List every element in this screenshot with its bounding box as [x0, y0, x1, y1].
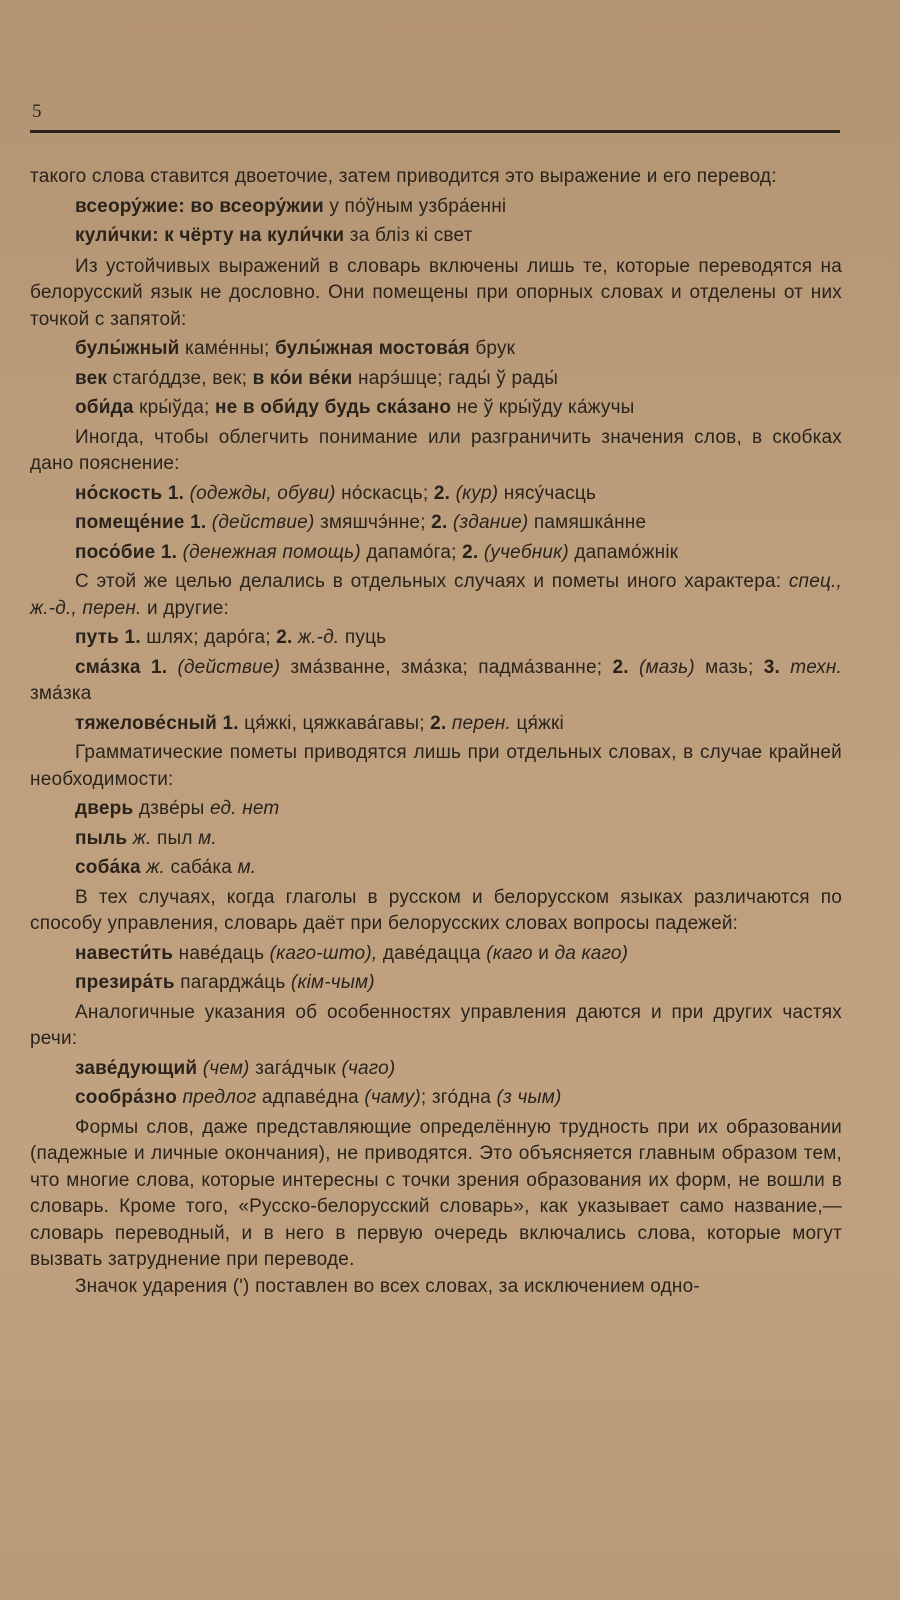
paragraph-grammar: Грамматические пометы приводятся лишь при отдельных словах, в случае крайней необходимости:	[30, 742, 842, 790]
sense-number: 2.	[430, 712, 447, 734]
entry-translation: зма́зка	[30, 683, 92, 704]
paragraph-stress: Значок ударения (ʹ) поставлен во всех словах, за исключением одно-	[75, 1275, 700, 1297]
entry-translation: нарэ́шце; гады́ ў рады́	[358, 367, 559, 389]
entry-term: но́скость	[75, 482, 163, 504]
example-entry	[30, 655, 842, 708]
example-entry	[75, 1056, 842, 1083]
entry-phrase: к чёрту на кули́чки	[164, 225, 345, 246]
sense-number: 2.	[462, 541, 479, 563]
entry-term: булы́жный	[75, 338, 180, 359]
example-entry	[75, 855, 842, 882]
entry-term: путь	[75, 627, 120, 648]
entry-term: презира́ть	[75, 972, 175, 993]
paragraph-verbs: В тех случаях, когда глаголы в русском и белорусском языках различаются по способу управления, словарь даёт при белорусских словах вопросы падежей:	[30, 886, 842, 934]
entry-translation: но́скасць;	[341, 482, 429, 504]
entry-term: век	[75, 367, 108, 389]
sense-number: 1.	[190, 512, 207, 533]
entry-translation: саба́ка	[170, 857, 233, 878]
entry-term: кули́чки:	[75, 225, 159, 246]
gloss: ж.	[132, 827, 152, 849]
example-entry	[75, 826, 842, 853]
gloss: (чем)	[202, 1057, 250, 1079]
paragraph-forms: Формы слов, даже представляющие определённую трудность при их образовании (падежные и личные окончания), не приводятся. Это объясняется главным образом тем, что многие слова, которые интересны с точки зрения образования их форм, не вошли в словарь. Кроме того, «Русско-белорусский словарь», как указывает само название,— словарь переводный, и в него в первую очередь включались слова, которые могут вызвать затруднение при переводе.	[30, 1116, 842, 1270]
entry-translation: пагарджа́ць	[180, 972, 286, 993]
entry-translation: памяшка́нне	[533, 512, 647, 533]
entry-translation: дапамо́га;	[366, 541, 457, 563]
entry-term: навести́ть	[75, 942, 174, 964]
example-entry	[75, 796, 842, 823]
gloss: ед. нет	[209, 798, 280, 819]
entry-translation: ця́жкі	[516, 712, 564, 734]
entry-translation: дапамо́жнік	[574, 541, 679, 563]
entry-translation: зма́званне, зма́зка; падма́званне;	[290, 656, 603, 678]
paragraph-idioms: Из устойчивых выражений в словарь включены лишь те, которые переводятся на белорусский язык не дословно. Они помещены при опорных словах и отделены от них точкой с запятой:	[30, 255, 842, 330]
sense-number: 3.	[763, 656, 780, 678]
entry-translation: адпаве́дна	[261, 1087, 359, 1108]
example-entry	[75, 366, 842, 393]
gloss: ж.-д.	[297, 627, 340, 648]
example-entry	[75, 194, 842, 221]
paragraph-other: Аналогичные указания об особенностях управления даются и при других частях речи:	[30, 1001, 842, 1049]
entry-phrase: во всеору́жии	[190, 195, 324, 217]
gloss: м.	[237, 857, 257, 878]
entry-translation: наве́даць	[178, 942, 265, 964]
entry-term: оби́да	[75, 397, 134, 418]
entry-translation: у по́ўным узбра́енні	[329, 195, 507, 217]
sense-number: 1.	[160, 541, 178, 563]
entry-term: всеору́жие:	[75, 195, 185, 217]
body-text	[30, 164, 842, 1300]
gloss: перен.	[451, 712, 511, 734]
gloss: м.	[198, 827, 217, 849]
entry-translation: пыл	[157, 827, 193, 849]
gloss: (денежная помощь)	[182, 541, 361, 563]
example-entry	[75, 223, 842, 250]
sense-number: 1.	[124, 627, 141, 648]
entry-phrase: не в оби́ду будь ска́зано	[215, 397, 452, 418]
gloss: техн.	[790, 656, 843, 678]
entry-translation: не ў кры́ўду ка́жучы	[456, 397, 635, 418]
sense-number: 2.	[612, 656, 629, 678]
example-entry	[75, 625, 842, 652]
example-entry	[75, 510, 842, 537]
sense-number: 1.	[167, 482, 185, 504]
gloss: (мазь)	[639, 656, 695, 678]
example-entry	[75, 711, 842, 738]
paragraph-intro: такого слова ставится двоеточие, затем приводится это выражение и его перевод:	[30, 166, 777, 187]
gloss: предлог	[182, 1087, 257, 1108]
entry-translation: зага́дчык	[255, 1057, 336, 1079]
paragraph-text: С этой же целью делались в отдельных случаях и пометы иного характера:	[75, 571, 782, 592]
example-entry	[75, 1085, 842, 1112]
entry-translation: ; зго́дна	[420, 1087, 491, 1108]
page-number: 5	[32, 101, 42, 122]
gloss: ж.	[146, 857, 166, 878]
sense-number: 2.	[276, 627, 293, 648]
paragraph-marks	[30, 569, 842, 622]
sense-number: 1.	[150, 656, 168, 678]
gloss: (учебник)	[483, 541, 569, 563]
entry-translation: нясу́часць	[503, 482, 597, 504]
example-entry	[75, 970, 842, 997]
entry-translation: пуць	[344, 627, 387, 648]
entry-term: дверь	[75, 798, 134, 819]
entry-translation: мазь;	[705, 656, 754, 678]
entry-translation: кры́ўда;	[139, 397, 210, 418]
entry-term: помеще́ние	[75, 512, 185, 533]
gloss: (действие)	[211, 512, 315, 533]
entry-translation: брук	[475, 338, 516, 359]
sense-number: 2.	[433, 482, 451, 504]
entry-phrase: в ко́и ве́ки	[252, 367, 353, 389]
entry-term: заве́дующий	[75, 1057, 198, 1079]
entry-term: сма́зка	[75, 656, 141, 678]
paragraph-clarify: Иногда, чтобы облегчить понимание или разграничить значения слов, в скобках дано пояснение:	[30, 426, 842, 474]
entry-phrase: булы́жная мостова́я	[274, 338, 470, 359]
gloss: (чаго)	[341, 1057, 396, 1079]
entry-term: посо́бие	[75, 541, 156, 563]
header-rule	[30, 130, 840, 133]
entry-term: тяжелове́сный	[75, 712, 217, 734]
entry-translation: шлях; даро́га;	[146, 627, 271, 648]
example-entry	[75, 336, 842, 363]
gloss: (кур)	[455, 482, 499, 504]
gloss: (действие)	[177, 656, 281, 678]
entry-term: сообра́зно	[75, 1087, 178, 1108]
entry-translation: змяшчэ́нне;	[319, 512, 426, 533]
gloss: (здание)	[452, 512, 529, 533]
gloss: (з чым)	[496, 1087, 562, 1108]
example-entry	[75, 540, 842, 567]
label-examples: спец., ж.-д., перен.	[30, 571, 842, 619]
entry-term: соба́ка	[75, 857, 141, 878]
entry-translation: даве́дацца	[382, 942, 481, 964]
entry-translation: стаго́ддзе, век;	[112, 367, 248, 389]
conjunction: и	[538, 942, 550, 964]
example-entry	[75, 395, 842, 422]
entry-translation: ця́жкі, цяжкава́гавы;	[244, 712, 425, 734]
gloss: (каго-што),	[269, 942, 378, 964]
gloss: (каго	[486, 942, 533, 964]
gloss: (кім-чым)	[290, 972, 375, 993]
gloss: (одежды, обуви)	[189, 482, 336, 504]
sense-number: 1.	[222, 712, 239, 734]
sense-number: 2.	[431, 512, 448, 533]
example-entry	[75, 481, 842, 508]
paragraph-text: и другие:	[147, 597, 230, 619]
entry-term: пыль	[75, 827, 128, 849]
gloss: (чаму)	[364, 1087, 421, 1108]
example-entry	[75, 941, 842, 968]
gloss: да каго)	[554, 942, 629, 964]
entry-translation: дзве́ры	[138, 798, 205, 819]
entry-translation: за бліз кі свет	[349, 225, 473, 246]
entry-translation: каме́нны;	[185, 338, 270, 359]
